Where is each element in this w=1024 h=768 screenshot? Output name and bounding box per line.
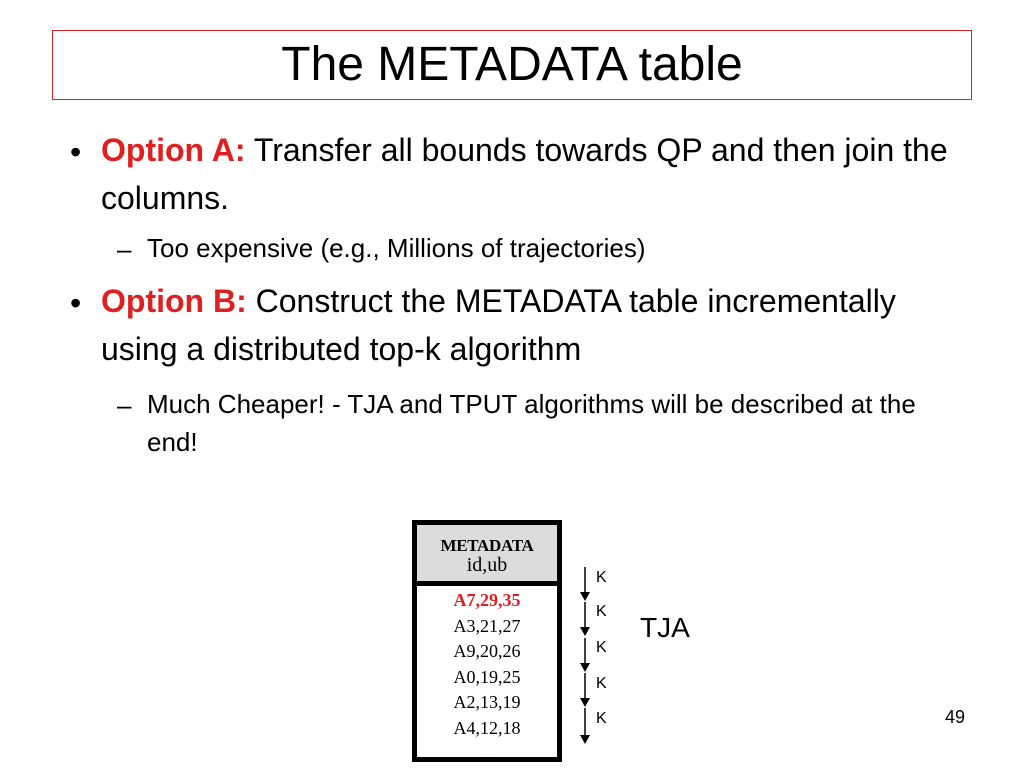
down-arrow-icon — [580, 638, 590, 672]
slide-title: The METADATA table — [281, 38, 743, 91]
title-box — [52, 30, 972, 100]
table-row: A9,20,26 — [453, 641, 521, 661]
bullet-option-a — [101, 126, 981, 222]
down-arrow-icon — [580, 567, 590, 601]
k-label: K — [596, 603, 607, 620]
bullet-option-b — [101, 277, 981, 373]
k-label: K — [596, 710, 607, 727]
option-a-text: Transfer all bounds towards QP and then join the columns. — [101, 132, 948, 216]
table-row: A2,13,19 — [453, 692, 521, 712]
bullet-marker: • — [70, 285, 82, 321]
down-arrow-icon — [580, 708, 590, 744]
k-label: K — [596, 639, 607, 656]
metadata-table-header — [417, 525, 557, 586]
metadata-header-columns: id,ub — [466, 554, 508, 576]
table-row-ellipsis: .... — [478, 743, 496, 763]
metadata-table — [412, 520, 562, 762]
option-b-text: Construct the METADATA table incrementally using a distributed top-k algorithm — [101, 283, 896, 367]
k-label: K — [596, 569, 607, 586]
page-number: 49 — [945, 707, 966, 727]
sub-bullet-marker: – — [117, 390, 132, 420]
table-row: A4,12,18 — [453, 717, 521, 738]
table-row: A0,19,25 — [453, 666, 521, 687]
option-a-subtext: Too expensive (e.g., Millions of trajectories) — [147, 233, 646, 263]
metadata-table-rows — [417, 588, 557, 767]
down-arrow-icon — [580, 602, 590, 636]
sub-bullet-marker: – — [117, 234, 132, 264]
metadata-header-title: METADATA — [440, 536, 534, 555]
table-row: A3,21,27 — [453, 615, 521, 636]
option-b-label: Option B: — [101, 283, 247, 319]
option-a-label: Option A: — [101, 132, 246, 168]
algorithm-label: TJA — [640, 612, 690, 643]
down-arrow-icon — [580, 673, 590, 707]
option-b-subtext: Much Cheaper! - TJA and TPUT algorithms will be described at the end! — [147, 389, 916, 457]
table-row: A7,29,35 — [453, 590, 521, 610]
k-label: K — [596, 675, 607, 692]
bullet-marker: • — [70, 134, 82, 170]
